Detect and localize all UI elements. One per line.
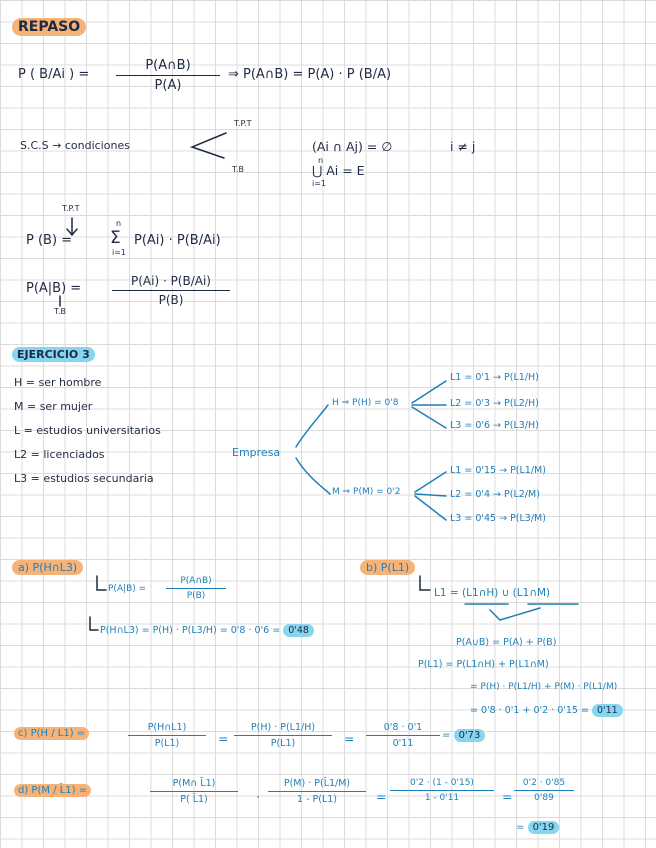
scs-cond1: (Ai ∩ Aj) = ∅ — [312, 139, 393, 154]
b-row-2: P(L1) = P(L1∩H) + P(L1∩M) — [418, 659, 549, 670]
d-f1-den: P( L̄1) — [180, 794, 208, 805]
part-c-label: c) P(H / L1) = — [14, 728, 89, 739]
b-hook — [420, 576, 430, 590]
scs-cond2-sup: n — [318, 156, 324, 165]
def-m: M = ser mujer — [14, 400, 93, 413]
d-eq-1: · — [256, 789, 260, 804]
c-fraction-1 — [128, 722, 206, 749]
c-f3-den: 0'11 — [392, 738, 414, 749]
c-result-wrap: = 0'73 — [442, 730, 485, 741]
scs-cond1b: i ≠ j — [450, 139, 476, 154]
a-formula-den: P(B) — [186, 591, 206, 601]
a-formula-lhs: P(A|B) = — [108, 584, 147, 594]
tpt-sum-symbol: Σ — [110, 228, 121, 248]
scs-tpt: T.P.T — [234, 119, 252, 128]
b-result: 0'11 — [592, 704, 623, 717]
def-h: H = ser hombre — [14, 376, 102, 389]
branch-m-l1 — [415, 472, 446, 492]
part-a-label: a) P(H∩L3) — [12, 562, 83, 574]
page-title: REPASO — [12, 20, 86, 35]
part-d-label: d) P(M / L̄1) = — [14, 785, 91, 796]
d-f2-den: 1 - P(L1) — [297, 794, 337, 805]
tb-numerator: P(Ai) · P(B/Ai) — [112, 274, 230, 291]
a-formula-num: P(A∩B) — [166, 576, 226, 589]
scs-label: S.C.S → condiciones — [20, 139, 130, 152]
d-f3-num: 0'2 · (1 - 0'15) — [390, 778, 494, 791]
bayes-fraction — [116, 58, 220, 93]
c-f1-den: P(L1) — [154, 738, 180, 749]
scs-bracket — [192, 133, 226, 158]
b-row-4: = 0'8 · 0'1 + 0'2 · 0'15 = 0'11 — [470, 706, 623, 716]
bayes-rhs: ⇒ P(A∩B) = P(A) · P (B/A) — [228, 67, 392, 82]
def-l2: L2 = licenciados — [14, 448, 105, 461]
tpt-label: T.P.T — [62, 204, 80, 213]
exercise-title: EJERCICIO 3 — [12, 349, 95, 361]
bayes-denominator: P(A) — [154, 78, 182, 93]
tpt-sum-sub: i=1 — [112, 248, 127, 257]
scs-cond2-sub: i=1 — [312, 179, 327, 188]
branch-root-h — [296, 405, 328, 447]
branch-m-l2 — [415, 494, 446, 496]
tree-h-leaf-1: L1 = 0'1 → P(L1/H) — [450, 372, 539, 383]
c-f3-num: 0'8 · 0'1 — [366, 722, 440, 736]
tree-h-leaf-3: L3 = 0'6 → P(L3/H) — [450, 420, 539, 431]
a-formula-fraction — [166, 576, 226, 601]
d-eq-2: = — [376, 789, 387, 804]
d-fraction-2 — [268, 778, 366, 805]
branch-m-l3 — [415, 496, 446, 520]
d-fraction-1 — [150, 778, 238, 805]
tpt-rhs: P(Ai) · P(B/Ai) — [134, 233, 221, 248]
def-l3: L3 = estudios secundaria — [14, 472, 154, 485]
tpt-sum-sup: n — [116, 219, 122, 228]
d-eq-3: = — [502, 789, 513, 804]
tb-label: T.B — [54, 307, 66, 316]
b-row-1: P(A∪B) = P(A) + P(B) — [456, 637, 557, 648]
part-b-label: b) P(L1) — [360, 562, 415, 574]
tb-lhs: P(A|B) = — [26, 281, 82, 296]
tree-m-leaf-3: L3 = 0'45 → P(L3/M) — [450, 513, 546, 524]
a-hook-2 — [90, 617, 98, 630]
tree-node-m: M ⇒ P(M) = 0'2 — [332, 487, 401, 497]
d-f4-den: 0'89 — [534, 793, 554, 803]
c-result: 0'73 — [454, 729, 486, 742]
d-result-wrap: = 0'19 — [516, 822, 559, 833]
tb-denominator: P(B) — [158, 293, 184, 307]
c-f1-num: P(H∩L1) — [128, 722, 206, 736]
c-eq-2: = — [344, 731, 355, 746]
d-f3-den: 1 - 0'11 — [424, 793, 460, 803]
branch-h-l1 — [412, 381, 446, 403]
tb-fraction — [112, 274, 230, 307]
branch-root-m — [296, 458, 330, 494]
d-f1-num: P(M∩ L̄1) — [150, 778, 238, 792]
d-f4-num: 0'2 · 0'85 — [514, 778, 574, 791]
d-f2-num: P(M) · P(L̄1/M) — [268, 778, 366, 792]
c-f2-num: P(H) · P(L1/H) — [234, 722, 332, 736]
a-hook-1 — [97, 576, 106, 590]
scs-cond2: ⋃ Ai = E — [312, 163, 365, 178]
tree-root: Empresa — [232, 446, 281, 459]
a-line: P(H∩L3) = P(H) · P(L3/H) = 0'8 · 0'6 = 0'48 — [100, 626, 314, 636]
tree-h-leaf-2: L2 = 0'3 → P(L2/H) — [450, 398, 539, 409]
bayes-lhs: P ( B/Ai ) = — [18, 67, 90, 82]
tree-m-leaf-2: L2 = 0'4 → P(L2/M) — [450, 489, 540, 500]
c-fraction-2 — [234, 722, 332, 749]
d-result: 0'19 — [528, 821, 560, 834]
scs-tb: T.B — [232, 165, 244, 174]
b-union: L1 = (L1∩H) ∪ (L1∩M) — [434, 587, 551, 599]
branch-h-l3 — [412, 407, 446, 428]
tree-node-h: H ⇒ P(H) = 0'8 — [332, 398, 399, 408]
c-fraction-3 — [366, 722, 440, 749]
c-f2-den: P(L1) — [270, 738, 296, 749]
tree-m-leaf-1: L1 = 0'15 → P(L1/M) — [450, 465, 546, 476]
b-row-3: = P(H) · P(L1/H) + P(M) · P(L1/M) — [470, 682, 618, 692]
d-fraction-4 — [514, 778, 574, 803]
tpt-lhs: P (B) = — [26, 233, 73, 248]
def-l: L = estudios universitarios — [14, 424, 161, 437]
d-fraction-3 — [390, 778, 494, 803]
a-result: 0'48 — [283, 624, 314, 637]
bayes-numerator: P(A∩B) — [116, 58, 220, 76]
c-eq-1: = — [218, 731, 229, 746]
union-check — [490, 608, 540, 620]
